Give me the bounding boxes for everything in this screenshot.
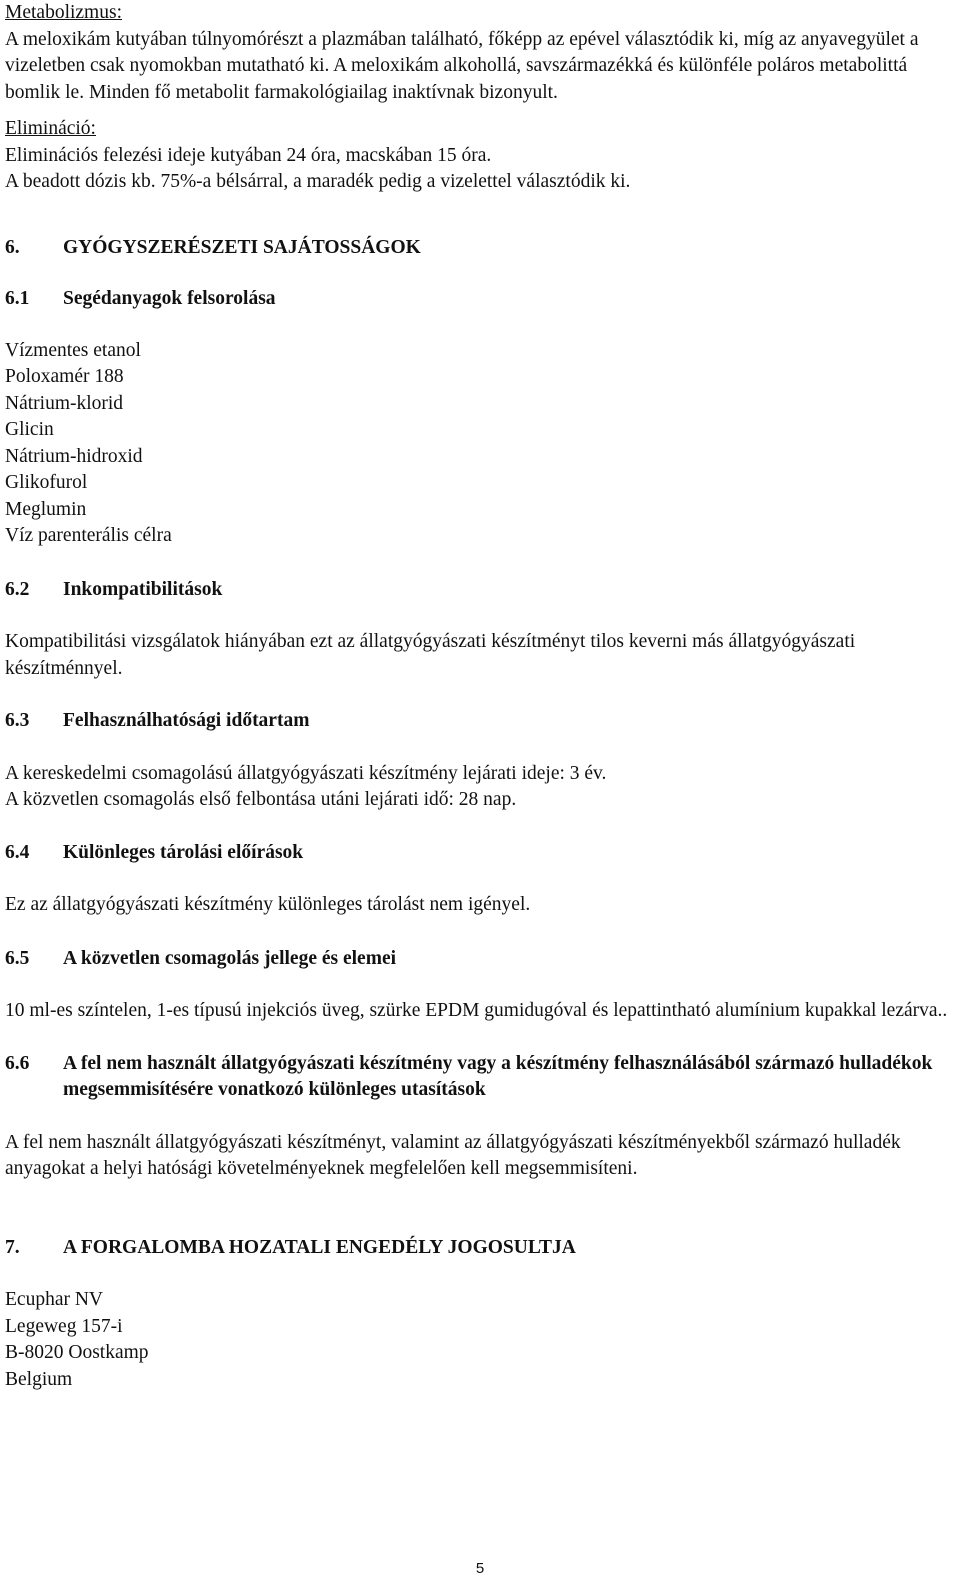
excipient-item: Poloxamér 188 bbox=[5, 366, 124, 387]
metabolism-block bbox=[5, 0, 948, 106]
section-title: A fel nem használt állatgyógyászati készítmény vagy a készítmény felhasználásából származó hulladékok megsemmisítésére vonatkozó különleges utasítások bbox=[63, 1052, 933, 1100]
section-number: 6. bbox=[5, 236, 20, 258]
section-title: Felhasználhatósági időtartam bbox=[63, 710, 310, 731]
metabolism-heading: Metabolizmus: bbox=[5, 2, 122, 23]
section-6-6-heading bbox=[5, 1051, 948, 1104]
excipient-item: Meglumin bbox=[5, 498, 87, 520]
section-6-3-heading bbox=[5, 708, 948, 735]
excipient-item: Glikofurol bbox=[5, 472, 88, 493]
holder-address bbox=[5, 1287, 948, 1393]
section-number: 6.6 bbox=[5, 1052, 30, 1074]
excipient-item: Vízmentes etanol bbox=[5, 339, 141, 361]
section-6-4-heading bbox=[5, 840, 948, 867]
address-line: Ecuphar NV bbox=[5, 1289, 104, 1310]
section-title: Különleges tárolási előírások bbox=[63, 841, 304, 863]
packaging-text: 10 ml-es színtelen, 1-es típusú injekciós üveg, szürke EPDM gumidugóval és lepattintható alumínium kupakkal lezárva.. bbox=[5, 1000, 948, 1021]
incompatibilities-text: Kompatibilitási vizsgálatok hiányában ezt az állatgyógyászati készítményt tilos keverni más állatgyógyászati készítménnyel. bbox=[5, 631, 856, 679]
address-line: Belgium bbox=[5, 1368, 73, 1390]
section-title: Segédanyagok felsorolása bbox=[63, 288, 276, 309]
address-line: Legeweg 157-i bbox=[5, 1315, 123, 1337]
section-6-heading bbox=[5, 235, 948, 262]
section-6-5-heading bbox=[5, 946, 948, 973]
excipient-item: Víz parenterális célra bbox=[5, 525, 172, 546]
storage-text: Ez az állatgyógyászati készítmény különleges tárolást nem igényel. bbox=[5, 894, 531, 915]
metabolism-text: A meloxikám kutyában túlnyomórészt a plazmában található, főképp az epével választódik ki, míg az anyavegyület a vizeletben csak nyomokban mutatható ki. A meloxikám alkohollá, savszármazékká és különféle poláros metabolittá bomlik le. Minden fő metabolit farmakológiailag inaktívnak bizonyult. bbox=[5, 28, 919, 103]
elimination-line-2: A beadott dózis kb. 75%-a bélsárral, a maradék pedig a vizelettel választódik ki. bbox=[5, 171, 631, 192]
section-title: A közvetlen csomagolás jellege és elemei bbox=[63, 947, 397, 969]
page-number: 5 bbox=[475, 1560, 485, 1577]
excipient-item: Nátrium-klorid bbox=[5, 392, 124, 414]
section-number: 6.2 bbox=[5, 578, 30, 600]
shelf-life-line-2: A közvetlen csomagolás első felbontása utáni lejárati idő: 28 nap. bbox=[5, 789, 517, 810]
section-number: 6.3 bbox=[5, 710, 30, 731]
section-number: 7. bbox=[5, 1236, 20, 1258]
excipients-list bbox=[5, 338, 948, 550]
section-title: Inkompatibilitások bbox=[63, 578, 223, 600]
excipient-item: Glicin bbox=[5, 419, 54, 440]
elimination-line-1: Eliminációs felezési ideje kutyában 24 óra, macskában 15 óra. bbox=[5, 144, 492, 166]
elimination-block bbox=[5, 116, 948, 196]
section-6-1-heading bbox=[5, 286, 948, 313]
disposal-text: A fel nem használt állatgyógyászati készítményt, valamint az állatgyógyászati készítményekből származó hulladék anyagokat a helyi hatósági követelményeknek megfelelően kell megsemmisíteni. bbox=[5, 1131, 901, 1179]
section-number: 6.1 bbox=[5, 288, 30, 309]
section-title: GYÓGYSZERÉSZETI SAJÁTOSSÁGOK bbox=[63, 236, 421, 258]
address-line: B-8020 Oostkamp bbox=[5, 1342, 149, 1363]
section-6-2-heading bbox=[5, 577, 948, 604]
section-7-heading bbox=[5, 1235, 948, 1262]
elimination-heading: Elimináció: bbox=[5, 118, 96, 139]
section-number: 6.5 bbox=[5, 947, 30, 969]
section-title: A FORGALOMBA HOZATALI ENGEDÉLY JOGOSULTJA bbox=[63, 1236, 576, 1258]
section-number: 6.4 bbox=[5, 841, 30, 863]
shelf-life-line-1: A kereskedelmi csomagolású állatgyógyászati készítmény lejárati ideje: 3 év. bbox=[5, 762, 607, 784]
excipient-item: Nátrium-hidroxid bbox=[5, 445, 143, 467]
